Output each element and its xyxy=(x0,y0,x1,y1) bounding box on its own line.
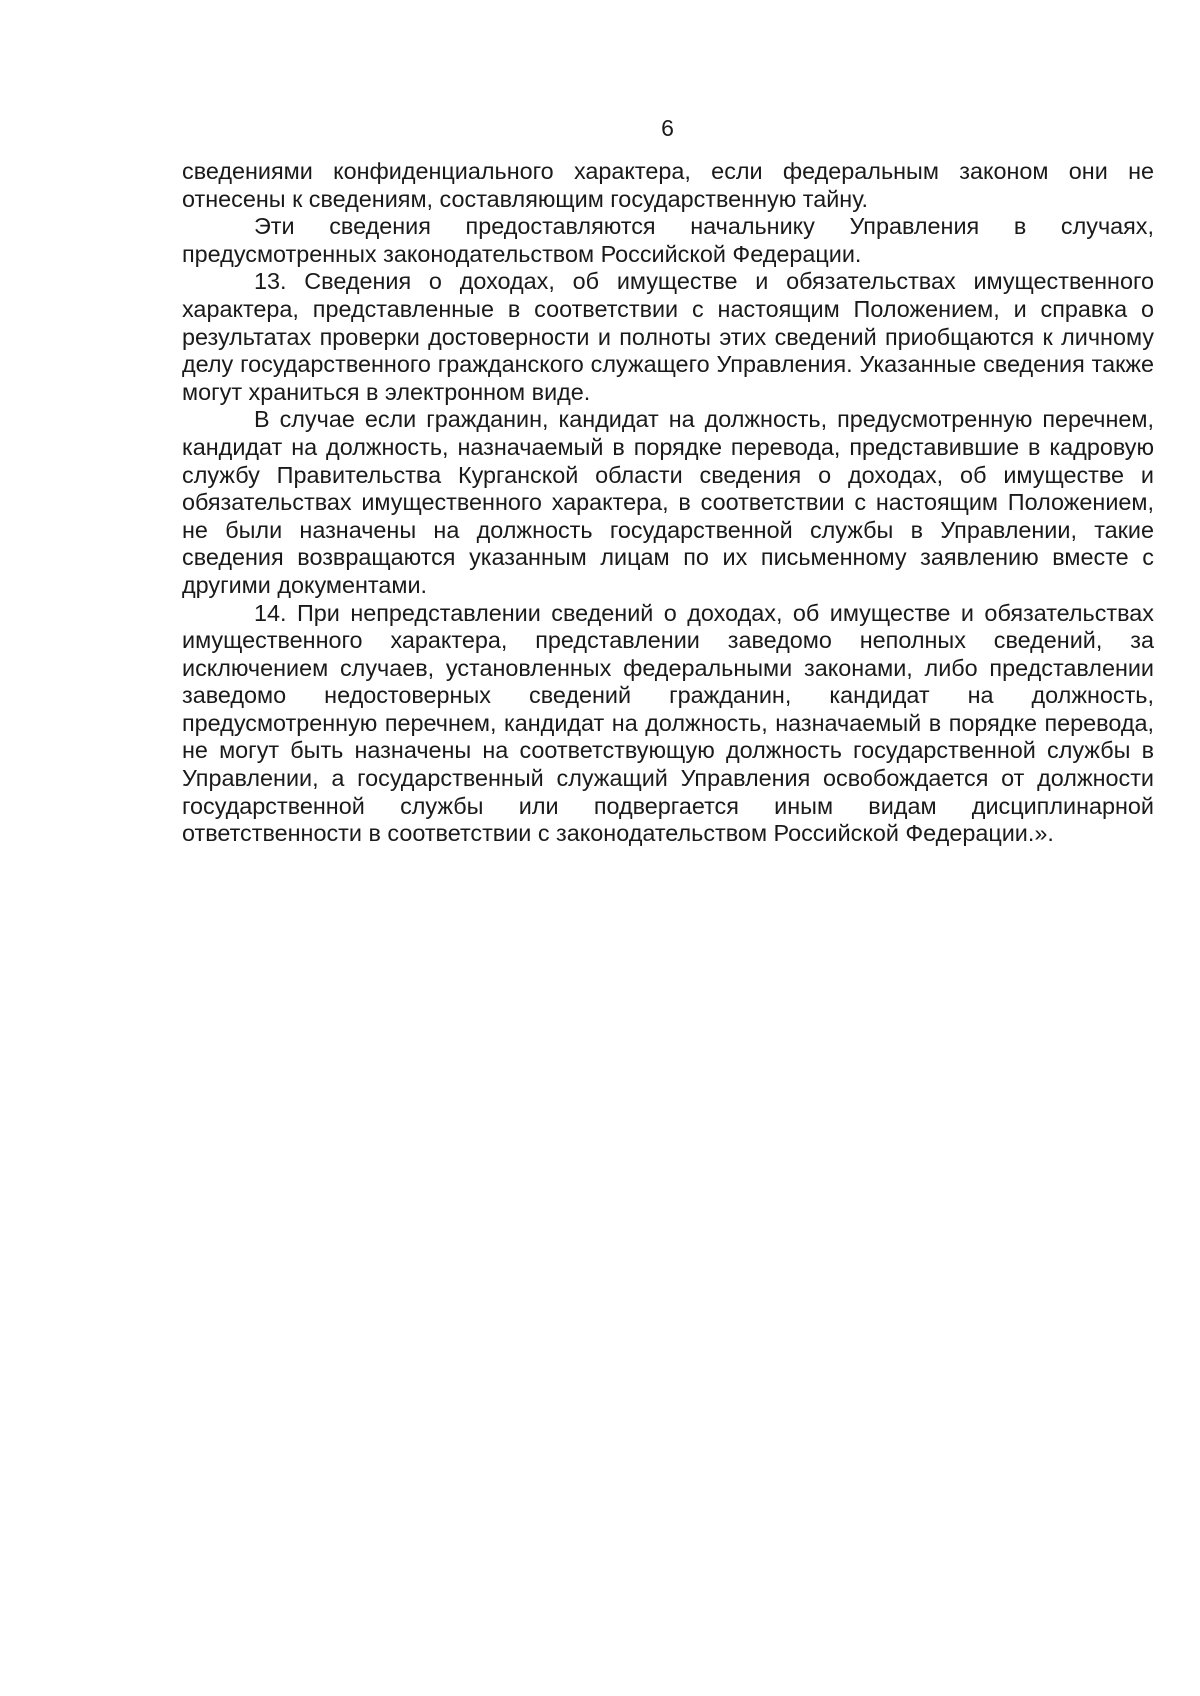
paragraph-continuation: сведениями конфиденциального характера, если федеральным законом они не отнесены к сведениям, составляющим государственную тайну. xyxy=(182,158,1154,212)
paragraph-return-of-documents: В случае если гражданин, кандидат на должность, предусмотренную перечнем, кандидат на должность, назначаемый в порядке перевода, представившие в кадровую службу Правительства Курганской области сведения о доходах, об имуществе и обязательствах имущественного характера, в соответствии с настоящим Положением, не были назначены на должность государственной службы в Управлении, такие сведения возвращаются указанным лицам по их письменному заявлению вместе с другими документами. xyxy=(182,406,1154,598)
page-number: 6 xyxy=(661,115,674,141)
paragraph-item-13: 13. Сведения о доходах, об имуществе и обязательствах имущественного характера, представленные в соответствии с настоящим Положением, и справка о результатах проверки достоверности и полноты этих сведений приобщаются к личному делу государственного гражданского служащего Управления. Указанные сведения также могут храниться в электронном виде. xyxy=(182,268,1154,405)
paragraph-disclosure: Эти сведения предоставляются начальнику Управления в случаях, предусмотренных законодательством Российской Федерации. xyxy=(182,213,1154,267)
paragraph-item-14: 14. При непредставлении сведений о доходах, об имуществе и обязательствах имущественного характера, представлении заведомо неполных сведений, за исключением случаев, установленных федеральными законами, либо представлении заведомо недостоверных сведений гражданин, кандидат на должность, предусмотренную перечнем, кандидат на должность, назначаемый в порядке перевода, не могут быть назначены на соответствующую должность государственной службы в Управлении, а государственный служащий Управления освобождается от должности государственной службы или подвергается иным видам дисциплинарной ответственности в соответствии с законодательством Российской Федерации.». xyxy=(182,599,1154,847)
document-body xyxy=(182,158,1154,848)
